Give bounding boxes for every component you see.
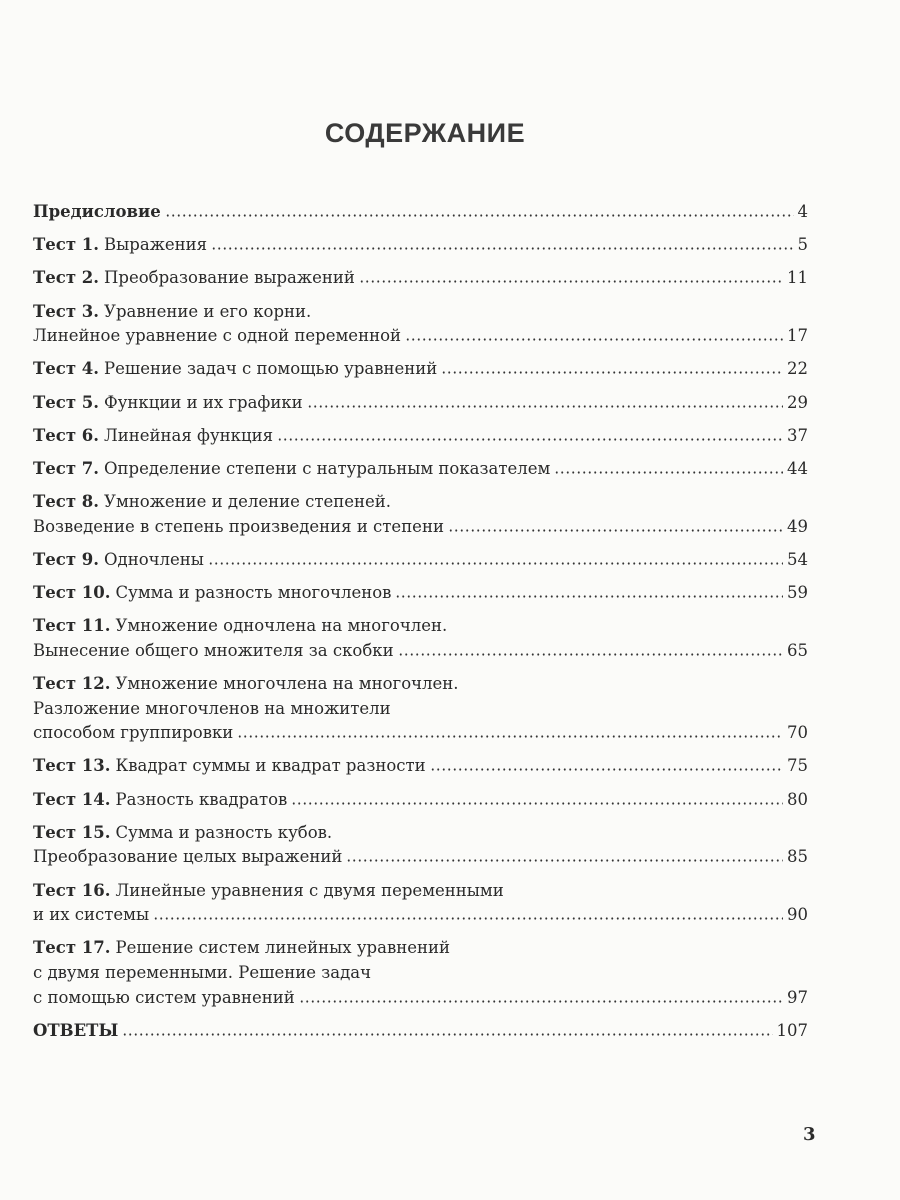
- toc-entry-title: Возведение в степень произведения и степени: [33, 516, 444, 536]
- toc-entry-line: [33, 821, 808, 846]
- toc-entry-page: 70: [787, 723, 808, 743]
- toc-entry-title: Умножение одночлена на многочлен.: [115, 616, 448, 636]
- toc-entry-label: Тест 17.: [33, 938, 111, 958]
- toc-entry-page: 75: [787, 756, 808, 776]
- toc-entry-line: [33, 639, 808, 664]
- toc-entry-page: 17: [787, 326, 808, 346]
- dot-leader: [277, 431, 783, 441]
- toc-entry-line: [33, 879, 808, 904]
- dot-leader: [307, 398, 783, 408]
- toc-entry-label: Тест 8.: [33, 492, 100, 512]
- toc-entry-label: Тест 10.: [33, 583, 111, 603]
- dot-leader: [208, 555, 783, 565]
- toc-entry-line: [33, 515, 808, 540]
- toc-entry-line: [33, 936, 808, 961]
- toc-entry-title: Умножение и деление степеней.: [104, 492, 391, 512]
- toc-entry[interactable]: [33, 581, 808, 606]
- toc-entry-line: [33, 903, 808, 928]
- toc-entry-page: 22: [787, 359, 808, 379]
- toc-entry-label: Тест 11.: [33, 616, 111, 636]
- toc-entry-label: Предисловие: [33, 202, 161, 221]
- toc-entry-title: с двумя переменными. Решение задач: [33, 962, 371, 982]
- dot-leader: [299, 993, 783, 1003]
- toc-entry-line: [33, 357, 808, 382]
- toc-entry-title: способом группировки: [33, 723, 234, 743]
- toc-entry-page: 85: [787, 847, 808, 867]
- dot-leader: [554, 464, 783, 474]
- toc-entry-line: [33, 424, 808, 449]
- toc-entry-title: Функции и их графики: [104, 392, 303, 412]
- toc-entry-page: 44: [787, 458, 808, 478]
- toc-entry-label: Тест 16.: [33, 880, 111, 900]
- toc-entry-title: Квадрат суммы и квадрат разности: [115, 756, 426, 776]
- toc-entry-page: 80: [787, 789, 808, 809]
- toc-entry-line: [33, 754, 808, 779]
- toc-entry-page: 90: [787, 905, 808, 925]
- dot-leader: [237, 728, 783, 738]
- toc-entry-title: Преобразование целых выражений: [33, 847, 343, 867]
- dot-leader: [448, 522, 783, 532]
- toc-entry[interactable]: [33, 548, 808, 573]
- toc-entry-title: Линейное уравнение с одной переменной: [33, 326, 401, 346]
- dot-leader: [211, 240, 793, 250]
- toc-entry[interactable]: [33, 490, 808, 539]
- toc-entry-label: Тест 15.: [33, 822, 111, 842]
- toc-entry-line: [33, 697, 808, 722]
- dot-leader: [291, 795, 783, 805]
- toc-entry-label: Тест 14.: [33, 789, 111, 809]
- toc-entry[interactable]: [33, 754, 808, 779]
- toc-entry-title: Сумма и разность многочленов: [115, 583, 392, 603]
- toc-entry[interactable]: [33, 266, 808, 291]
- toc-entry-label: Тест 4.: [33, 359, 100, 379]
- toc-entry-line: [33, 548, 808, 573]
- toc-entry-page: 107: [776, 1020, 808, 1040]
- toc-entry-line: [33, 324, 808, 349]
- toc-entry-page: 29: [787, 392, 808, 412]
- dot-leader: [359, 273, 783, 283]
- toc-entry-title: Преобразование выражений: [104, 268, 355, 288]
- toc-entry-title: Сумма и разность кубов.: [115, 822, 333, 842]
- toc-entry-label: Тест 2.: [33, 268, 100, 288]
- toc-entry-line: [33, 233, 808, 258]
- toc-entry-page: 5: [797, 235, 808, 255]
- toc-entry[interactable]: [33, 936, 808, 1010]
- toc-entry[interactable]: [33, 233, 808, 258]
- dot-leader: [395, 588, 783, 598]
- toc-entry-page: 54: [787, 549, 808, 569]
- toc-entry-title: Решение задач с помощью уравнений: [104, 359, 438, 379]
- toc-entry-line: [33, 200, 808, 225]
- toc-entry-label: Тест 9.: [33, 549, 100, 569]
- dot-leader: [430, 761, 783, 771]
- dot-leader: [398, 646, 783, 656]
- toc-entry-label: Тест 12.: [33, 674, 111, 694]
- toc-entry-title: с помощью систем уравнений: [33, 987, 295, 1007]
- dot-leader: [153, 910, 783, 920]
- toc-entry-title: Линейные уравнения с двумя переменными: [115, 880, 504, 900]
- toc-entry-page: 65: [787, 640, 808, 660]
- toc-entry-line: [33, 1019, 808, 1044]
- dot-leader: [441, 364, 783, 374]
- toc-entry-page: 97: [787, 987, 808, 1007]
- page-title: СОДЕРЖАНИЕ: [324, 118, 526, 148]
- toc-entry-label: Тест 7.: [33, 458, 100, 478]
- toc-entry[interactable]: [33, 457, 808, 482]
- toc-entry[interactable]: [33, 424, 808, 449]
- toc-entry[interactable]: [33, 614, 808, 663]
- dot-leader: [405, 331, 783, 341]
- toc-entry-line: [33, 581, 808, 606]
- toc-entry-page: 59: [787, 583, 808, 603]
- page-number: 3: [803, 1124, 816, 1145]
- toc-entry-line: [33, 961, 808, 986]
- toc-entry-label: Тест 3.: [33, 301, 100, 321]
- dot-leader: [165, 207, 794, 217]
- toc-entry-label: Тест 6.: [33, 425, 100, 445]
- toc-entry-line: [33, 391, 808, 416]
- toc-entry[interactable]: [33, 788, 808, 813]
- dot-leader: [346, 852, 783, 862]
- toc-entry-title: Линейная функция: [104, 425, 273, 445]
- toc-entry-line: [33, 672, 808, 697]
- toc-entry-title: Одночлены: [104, 549, 204, 569]
- toc-entry-title: Решение систем линейных уравнений: [115, 938, 450, 958]
- toc-entry-title: Выражения: [104, 235, 208, 255]
- toc-entry-label: Тест 13.: [33, 756, 111, 776]
- toc-entry-line: [33, 986, 808, 1011]
- toc-entry[interactable]: [33, 357, 808, 382]
- toc-entry-line: [33, 266, 808, 291]
- toc-entry-line: [33, 457, 808, 482]
- toc-entry-page: 49: [787, 516, 808, 536]
- toc-entry-title: Разложение многочленов на множители: [33, 698, 391, 718]
- toc-entry-title: и их системы: [33, 905, 150, 925]
- toc-entry-line: [33, 614, 808, 639]
- toc-entry-page: 4: [797, 202, 808, 221]
- toc-entry-line: [33, 788, 808, 813]
- toc-entry[interactable]: [33, 391, 808, 416]
- toc-entry[interactable]: [33, 200, 808, 225]
- toc-entry-line: [33, 300, 808, 325]
- toc-entry-title: Умножение многочлена на многочлен.: [115, 674, 459, 694]
- toc-entry-page: 11: [787, 268, 808, 288]
- toc-entry-line: [33, 490, 808, 515]
- dot-leader: [122, 1026, 772, 1036]
- toc-entry[interactable]: [33, 672, 808, 746]
- toc-entry-line: [33, 845, 808, 870]
- toc-entry[interactable]: [33, 300, 808, 349]
- toc-entry-line: [33, 721, 808, 746]
- toc-entry[interactable]: [33, 1019, 808, 1044]
- toc-entry-label: Тест 5.: [33, 392, 100, 412]
- toc-entry-title: Вынесение общего множителя за скобки: [33, 640, 394, 660]
- toc-entry[interactable]: [33, 879, 808, 928]
- toc-entry-page: 37: [787, 425, 808, 445]
- toc-entry-title: Разность квадратов: [115, 789, 288, 809]
- toc-entry-title: Уравнение и его корни.: [104, 301, 312, 321]
- toc-entry[interactable]: [33, 821, 808, 870]
- toc-entry-label: ОТВЕТЫ: [33, 1020, 119, 1040]
- toc-entry-label: Тест 1.: [33, 235, 100, 255]
- table-of-contents: [33, 200, 808, 1052]
- toc-entry-title: Определение степени с натуральным показателем: [104, 458, 551, 478]
